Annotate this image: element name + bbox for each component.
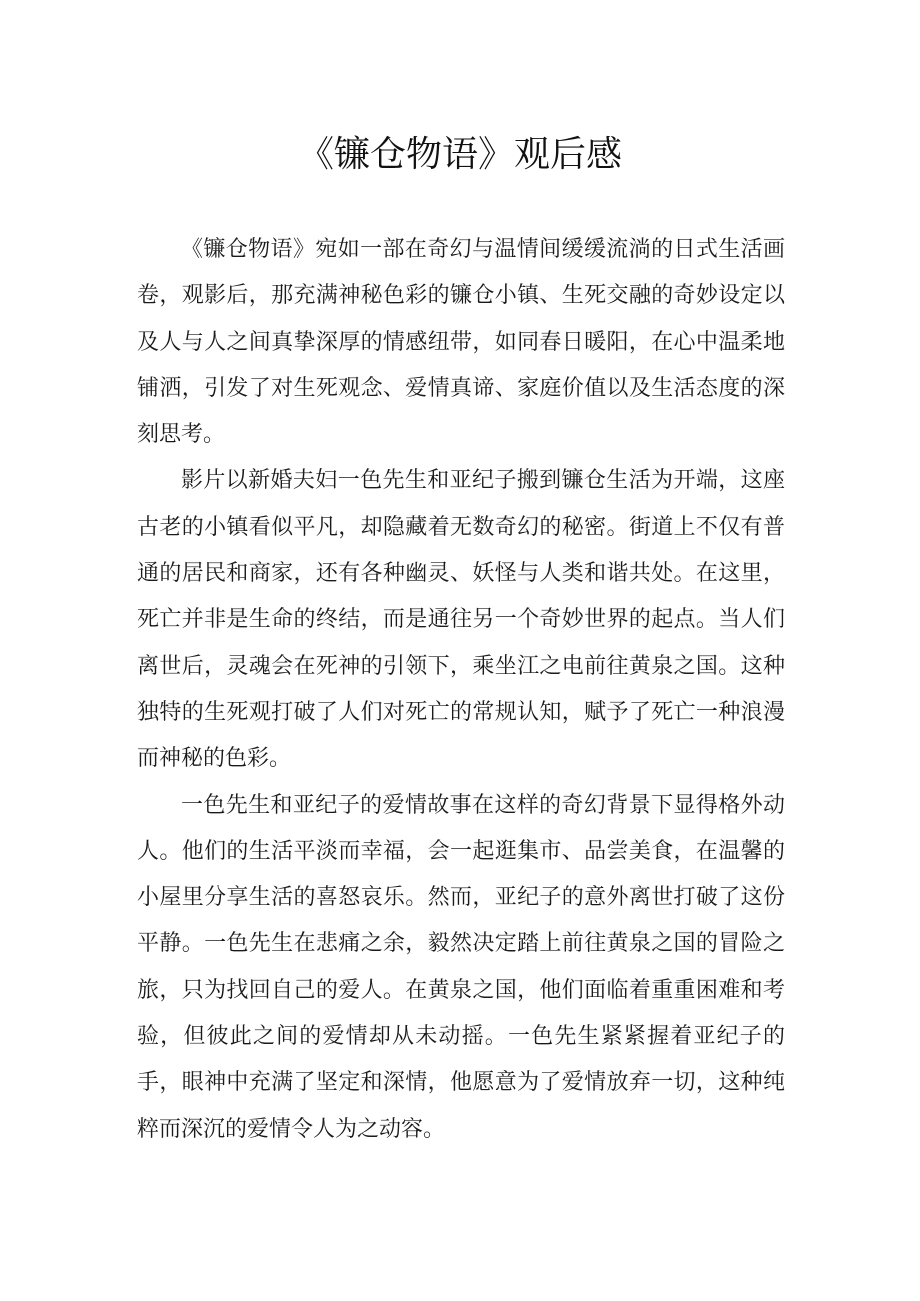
paragraph-1: 《镰仓物语》宛如一部在奇幻与温情间缓缓流淌的日式生活画卷，观影后，那充满神秘色彩的镰仓小镇、生死交融的奇妙设定以及人与人之间真挚深厚的情感纽带，如同春日暖阳，在心中温柔地铺洒，引发了对生死观念、爱情真谛、家庭价值以及生活态度的深刻思考。 [137,237,785,448]
paragraph-2: 影片以新婚夫妇一色先生和亚纪子搬到镰仓生活为开端，这座古老的小镇看似平凡，却隐藏着无数奇幻的秘密。街道上不仅有普通的居民和商家，还有各种幽灵、妖怪与人类和谐共处。在这里，死亡并非是生命的终结，而是通往另一个奇妙世界的起点。当人们离世后，灵魂会在死神的引领下，乘坐江之电前往黄泉之国。这种独特的生死观打破了人们对死亡的常规认知，赋予了死亡一种浪漫而神秘的色彩。 [137,468,785,772]
document-title: 《镰仓物语》观后感 [297,134,622,175]
document-body [137,227,785,1153]
paragraph-3: 一色先生和亚纪子的爱情故事在这样的奇幻背景下显得格外动人。他们的生活平淡而幸福，会一起逛集市、品尝美食，在温馨的小屋里分享生活的喜怒哀乐。然而，亚纪子的意外离世打破了这份平静。一色先生在悲痛之余，毅然决定踏上前往黄泉之国的冒险之旅，只为找回自己的爱人。在黄泉之国，他们面临着重重困难和考验，但彼此之间的爱情却从未动摇。一色先生紧紧握着亚纪子的手，眼神中充满了坚定和深情，他愿意为了爱情放弃一切，这种纯粹而深沉的爱情令人为之动容。 [137,792,785,1142]
